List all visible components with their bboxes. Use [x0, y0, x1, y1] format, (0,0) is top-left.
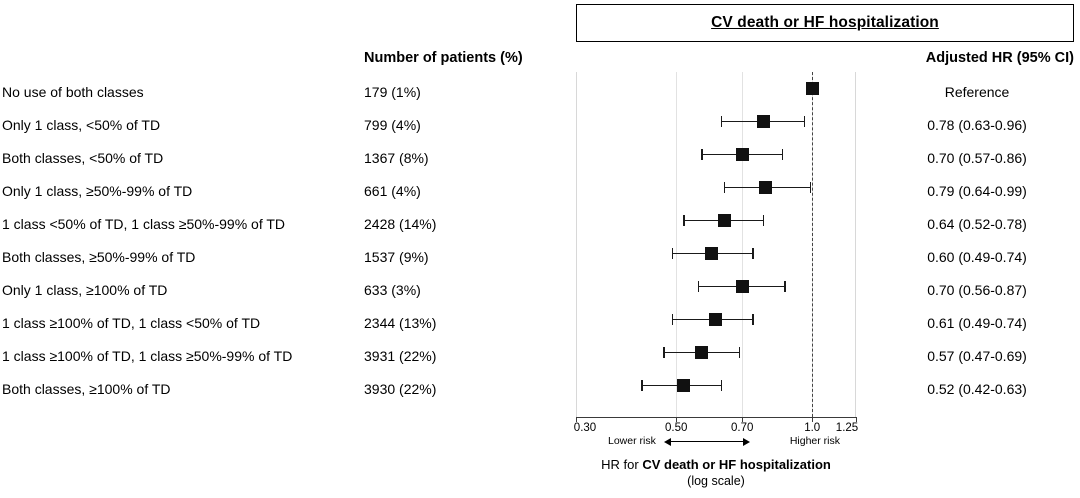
row-label: No use of both classes — [2, 84, 144, 100]
table-row — [0, 348, 1080, 381]
forest-row — [576, 336, 856, 369]
row-patients: 799 (4%) — [364, 117, 421, 133]
caption-prefix: HR for — [601, 457, 643, 472]
ci-cap-lower — [698, 281, 699, 292]
row-hr-value: 0.70 (0.57-0.86) — [927, 150, 1027, 166]
plot-area — [576, 72, 856, 417]
ci-cap-upper — [810, 182, 811, 193]
row-label: 1 class <50% of TD, 1 class ≥50%-99% of TD — [2, 216, 286, 232]
row-patients: 3931 (22%) — [364, 348, 437, 364]
row-patients: 661 (4%) — [364, 183, 421, 199]
axis-tick-label: 0.70 — [731, 422, 754, 434]
point-estimate-marker — [705, 247, 718, 260]
row-patients: 2428 (14%) — [364, 216, 437, 232]
row-hr-value: 0.79 (0.64-0.99) — [927, 183, 1027, 199]
point-estimate-marker — [736, 280, 749, 293]
row-hr-value: Reference — [944, 84, 1010, 100]
row-label: Both classes, <50% of TD — [2, 150, 164, 166]
row-hr-value: 0.52 (0.42-0.63) — [927, 381, 1027, 397]
row-patients: 179 (1%) — [364, 84, 421, 100]
forest-row — [576, 237, 856, 270]
point-estimate-marker — [709, 313, 722, 326]
title-box — [576, 4, 1074, 42]
forest-row — [576, 171, 856, 204]
column-header-hr: Adjusted HR (95% CI) — [925, 50, 1074, 66]
ci-cap-upper — [763, 215, 764, 226]
row-patients: 3930 (22%) — [364, 381, 437, 397]
axis-tick-label: 1.25 — [835, 422, 859, 434]
ci-cap-upper — [752, 248, 753, 259]
ci-cap-lower — [724, 182, 725, 193]
risk-higher-label: Higher risk — [789, 435, 840, 447]
point-estimate-marker — [695, 346, 708, 359]
column-header-patients: Number of patients (%) — [364, 50, 523, 66]
risk-direction — [576, 434, 856, 450]
table-row — [0, 117, 1080, 150]
table-row — [0, 315, 1080, 348]
page-title: CV death or HF hospitalization — [711, 14, 939, 31]
row-hr-value: 0.60 (0.49-0.74) — [927, 249, 1027, 265]
axis-caption — [536, 456, 896, 490]
ci-cap-lower — [721, 116, 722, 127]
double-arrow-icon — [670, 441, 744, 442]
table-row — [0, 282, 1080, 315]
row-label: Only 1 class, ≥100% of TD — [2, 282, 168, 298]
table-row — [0, 183, 1080, 216]
point-estimate-marker — [736, 148, 749, 161]
ci-cap-upper — [739, 347, 740, 358]
forest-row — [576, 303, 856, 336]
row-hr-value: 0.70 (0.56-0.87) — [927, 282, 1027, 298]
table-row — [0, 84, 1080, 117]
ci-cap-lower — [672, 314, 673, 325]
row-label: Both classes, ≥100% of TD — [2, 381, 171, 397]
caption-outcome: CV death or HF hospitalization — [642, 457, 831, 472]
point-estimate-marker — [718, 214, 731, 227]
axis-line — [576, 417, 856, 418]
risk-lower-label: Lower risk — [608, 435, 656, 447]
ci-cap-lower — [641, 380, 642, 391]
ci-cap-upper — [721, 380, 722, 391]
row-label: Both classes, ≥50%-99% of TD — [2, 249, 196, 265]
ci-cap-upper — [752, 314, 753, 325]
ci-cap-lower — [683, 215, 684, 226]
forest-row — [576, 369, 856, 402]
axis-tick-label: 1.0 — [804, 422, 821, 434]
ci-cap-lower — [701, 149, 702, 160]
point-estimate-marker — [759, 181, 772, 194]
table-row — [0, 381, 1080, 414]
axis-tick-label: 0.30 — [573, 422, 597, 434]
table-row — [0, 249, 1080, 282]
row-patients: 1367 (8%) — [364, 150, 429, 166]
axis-tick-label: 0.50 — [665, 422, 688, 434]
ci-cap-lower — [672, 248, 673, 259]
row-hr-value: 0.57 (0.47-0.69) — [927, 348, 1027, 364]
forest-row — [576, 105, 856, 138]
ci-cap-upper — [804, 116, 805, 127]
forest-row — [576, 270, 856, 303]
caption-scale: (log scale) — [687, 474, 745, 488]
row-patients: 633 (3%) — [364, 282, 421, 298]
ci-cap-upper — [784, 281, 785, 292]
point-estimate-marker — [806, 82, 819, 95]
forest-row — [576, 138, 856, 171]
row-label: Only 1 class, <50% of TD — [2, 117, 161, 133]
row-label: 1 class ≥100% of TD, 1 class <50% of TD — [2, 315, 261, 331]
forest-row — [576, 204, 856, 237]
row-hr-value: 0.61 (0.49-0.74) — [927, 315, 1027, 331]
point-estimate-marker — [677, 379, 690, 392]
row-label: 1 class ≥100% of TD, 1 class ≥50%-99% of TD — [2, 348, 293, 364]
row-hr-value: 0.64 (0.52-0.78) — [927, 216, 1027, 232]
row-label: Only 1 class, ≥50%-99% of TD — [2, 183, 193, 199]
forest-row — [576, 72, 856, 105]
table-row — [0, 216, 1080, 249]
table-row — [0, 150, 1080, 183]
row-patients: 2344 (13%) — [364, 315, 437, 331]
ci-cap-upper — [782, 149, 783, 160]
row-hr-value: 0.78 (0.63-0.96) — [927, 117, 1027, 133]
point-estimate-marker — [757, 115, 770, 128]
ci-cap-lower — [663, 347, 664, 358]
row-patients: 1537 (9%) — [364, 249, 429, 265]
